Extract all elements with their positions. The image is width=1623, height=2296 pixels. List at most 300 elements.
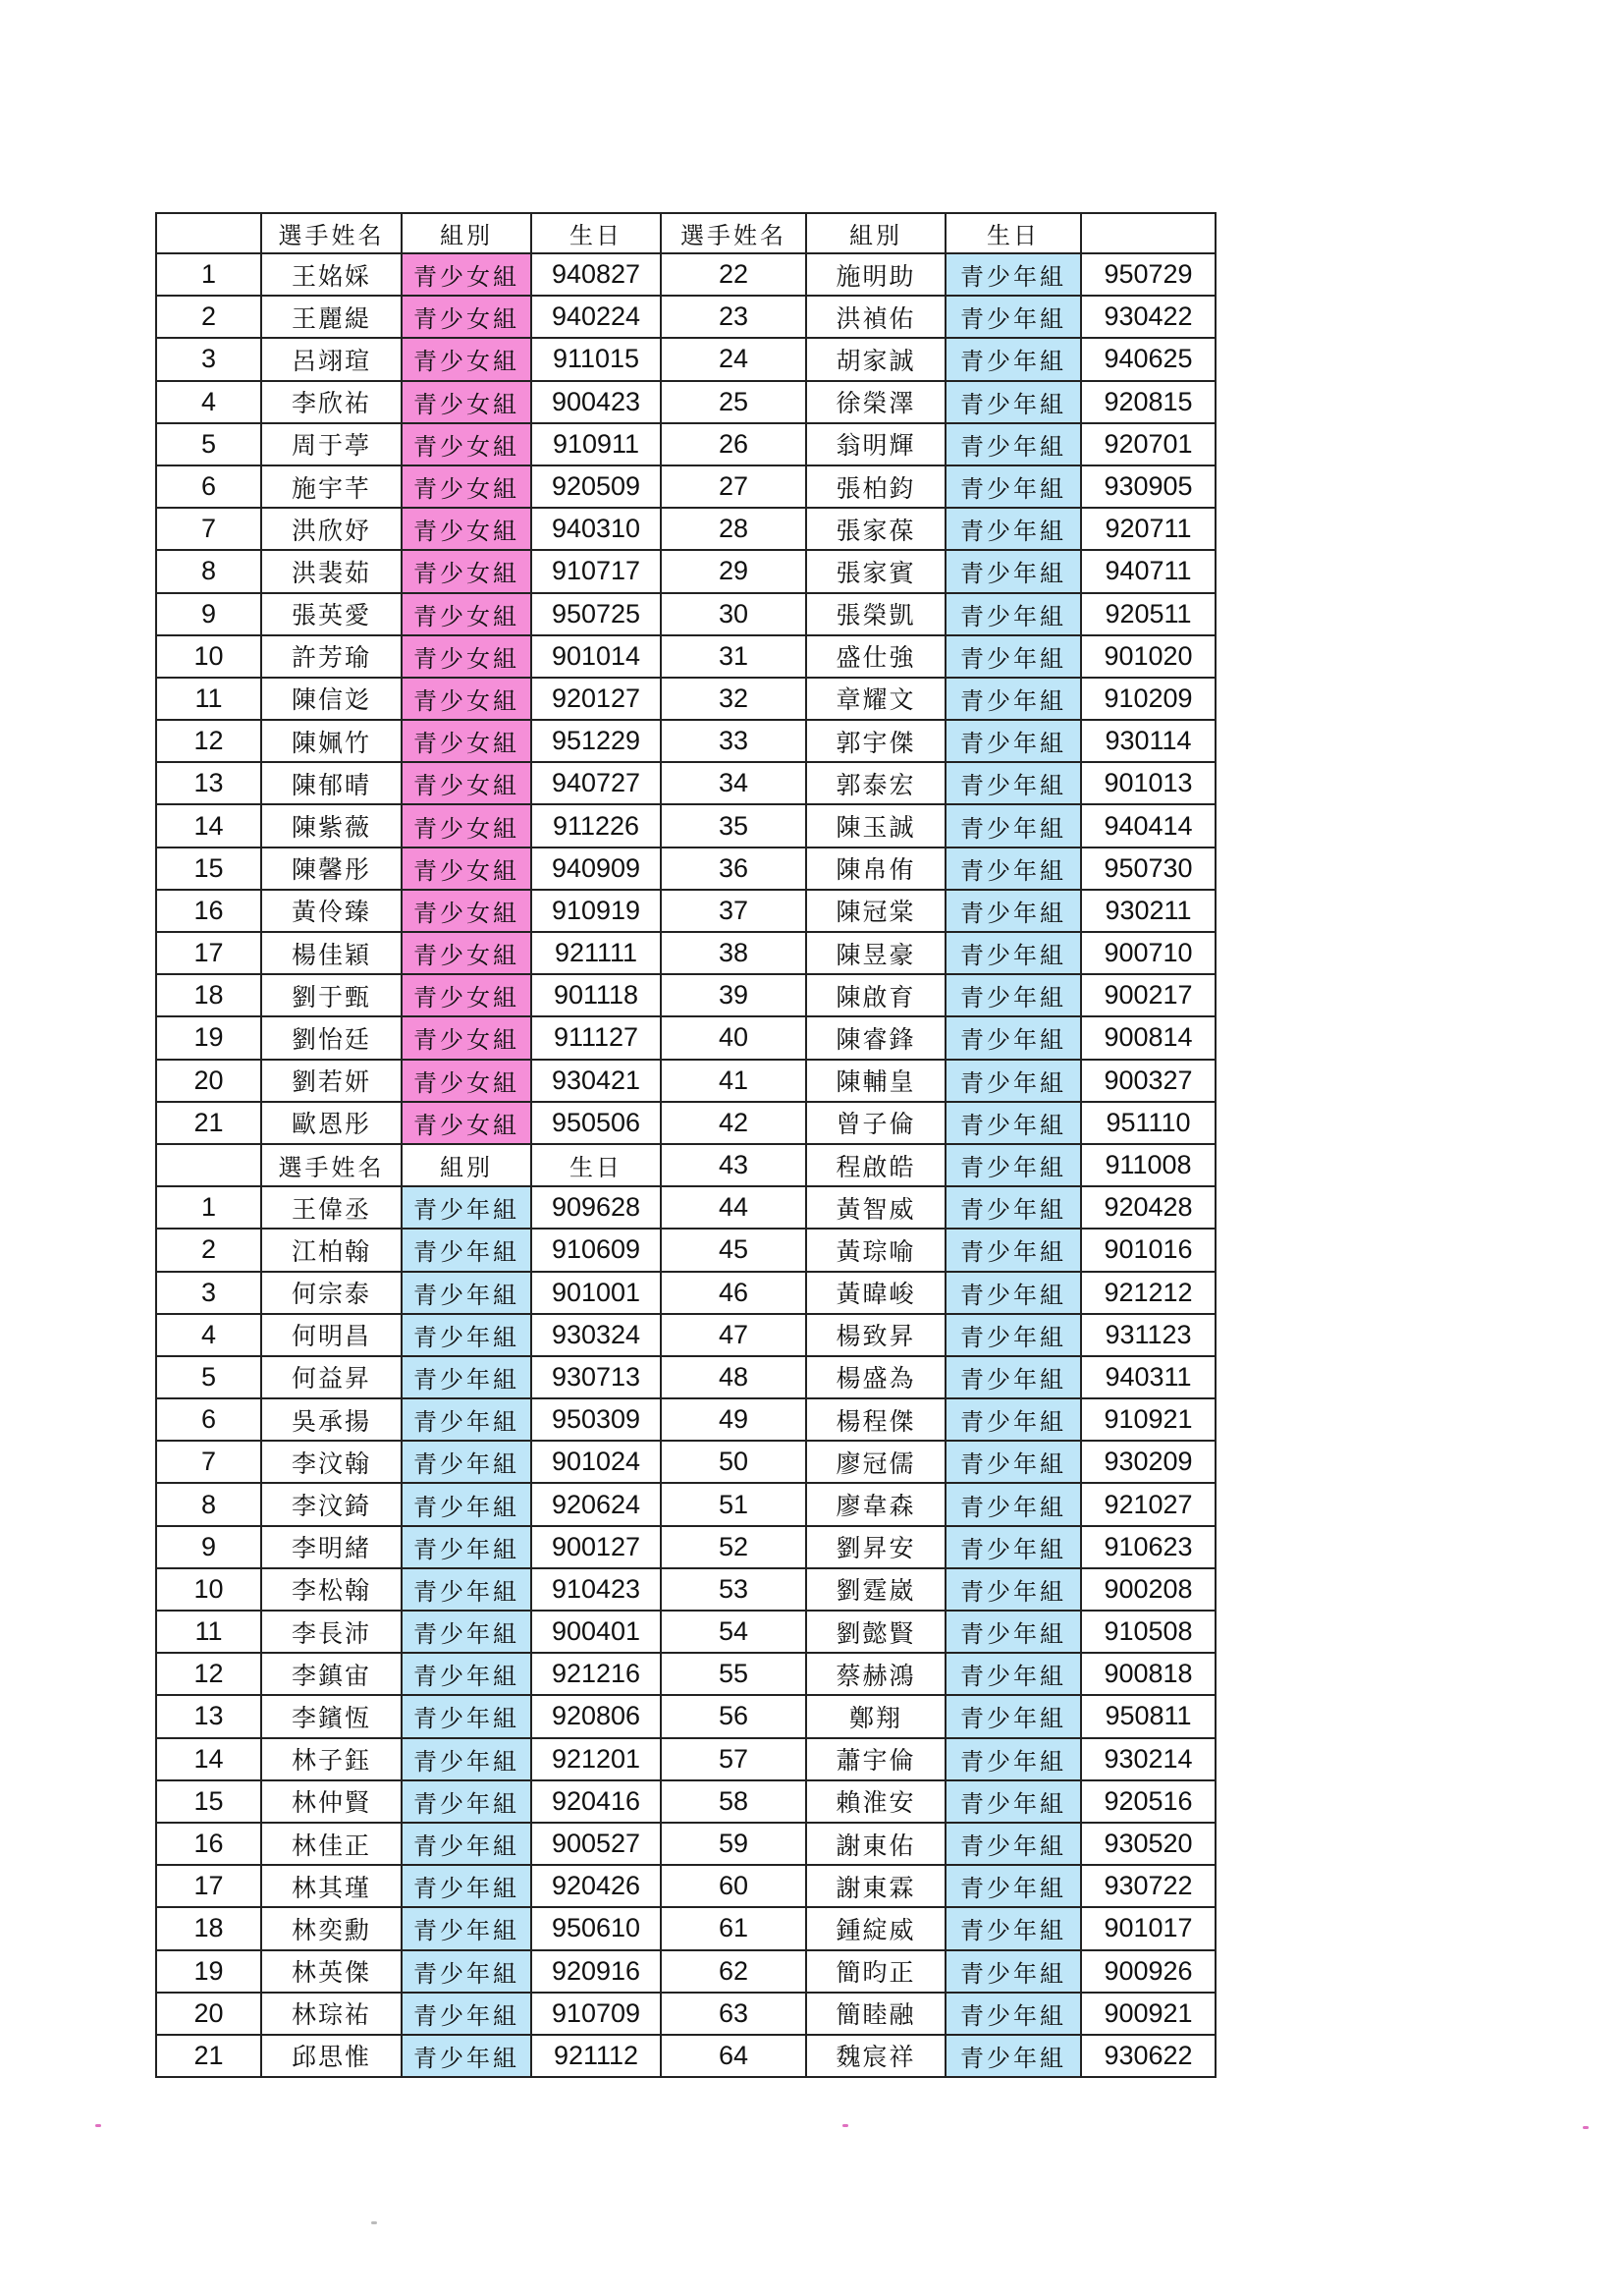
group-label: 青少女組 — [402, 381, 531, 423]
entry-number: 7 — [156, 1441, 261, 1483]
player-name: 簡昀正 — [806, 1950, 946, 1993]
entry-number: 32 — [661, 678, 806, 720]
player-name: 何益昇 — [261, 1356, 402, 1398]
player-name: 劉昇安 — [806, 1526, 946, 1568]
entry-number: 52 — [661, 1526, 806, 1568]
entry-number: 40 — [661, 1016, 806, 1059]
group-label: 青少女組 — [402, 1016, 531, 1059]
player-name: 陳姵竹 — [261, 720, 402, 762]
group-label: 青少年組 — [946, 1314, 1081, 1356]
birth-date: 940909 — [531, 847, 661, 890]
player-name: 周于葶 — [261, 423, 402, 465]
player-name: 李松翰 — [261, 1568, 402, 1611]
table-row — [156, 1568, 1216, 1611]
player-name: 吳承揚 — [261, 1398, 402, 1441]
entry-number: 33 — [661, 720, 806, 762]
group-label: 青少年組 — [946, 1738, 1081, 1780]
table-row — [156, 381, 1216, 423]
player-name: 陳紫薇 — [261, 804, 402, 847]
player-name: 鍾綻威 — [806, 1907, 946, 1949]
entry-number: 5 — [156, 423, 261, 465]
entry-number: 9 — [156, 593, 261, 635]
group-label: 青少年組 — [946, 720, 1081, 762]
entry-number: 19 — [156, 1016, 261, 1059]
player-name: 謝東佑 — [806, 1823, 946, 1865]
entry-number: 4 — [156, 1314, 261, 1356]
entry-number: 27 — [661, 465, 806, 508]
player-name: 何明昌 — [261, 1314, 402, 1356]
birth-date: 900217 — [1081, 974, 1216, 1016]
group-label: 青少年組 — [946, 593, 1081, 635]
entry-number: 17 — [156, 932, 261, 974]
group-label: 青少女組 — [402, 1102, 531, 1144]
group-label: 青少女組 — [402, 296, 531, 338]
player-name: 蔡赫鴻 — [806, 1653, 946, 1695]
birth-date: 900127 — [531, 1526, 661, 1568]
group-label: 青少年組 — [402, 1738, 531, 1780]
table-row — [156, 1483, 1216, 1525]
entry-number: 38 — [661, 932, 806, 974]
player-name: 張榮凱 — [806, 593, 946, 635]
header-name: 選手姓名 — [261, 1144, 402, 1186]
entry-number: 14 — [156, 804, 261, 847]
player-name: 李長沛 — [261, 1611, 402, 1653]
group-label: 青少年組 — [946, 1526, 1081, 1568]
entry-number: 9 — [156, 1526, 261, 1568]
table-row — [156, 1993, 1216, 2035]
group-label: 青少年組 — [946, 1272, 1081, 1314]
group-label: 青少年組 — [946, 508, 1081, 550]
birth-date: 910919 — [531, 890, 661, 932]
entry-number: 50 — [661, 1441, 806, 1483]
group-label: 青少女組 — [402, 338, 531, 380]
birth-date: 920701 — [1081, 423, 1216, 465]
player-name: 李欣祐 — [261, 381, 402, 423]
group-label: 青少年組 — [946, 1823, 1081, 1865]
birth-date: 920916 — [531, 1950, 661, 1993]
group-label: 青少女組 — [402, 678, 531, 720]
table-row — [156, 720, 1216, 762]
player-name: 鄭翔 — [806, 1695, 946, 1737]
player-name: 謝東霖 — [806, 1865, 946, 1907]
group-label: 青少年組 — [402, 1695, 531, 1737]
player-name: 劉霆崴 — [806, 1568, 946, 1611]
entry-number: 35 — [661, 804, 806, 847]
entry-number: 57 — [661, 1738, 806, 1780]
player-name: 張柏鈞 — [806, 465, 946, 508]
group-label: 青少年組 — [946, 1993, 1081, 2035]
group-label: 青少女組 — [402, 465, 531, 508]
entry-number: 36 — [661, 847, 806, 890]
player-name: 陳啟育 — [806, 974, 946, 1016]
entry-number: 51 — [661, 1483, 806, 1525]
birth-date: 950309 — [531, 1398, 661, 1441]
entry-number: 21 — [156, 2035, 261, 2077]
group-label: 青少年組 — [946, 296, 1081, 338]
group-label: 青少年組 — [402, 1441, 531, 1483]
entry-number: 12 — [156, 1653, 261, 1695]
table-row — [156, 423, 1216, 465]
birth-date: 920428 — [1081, 1186, 1216, 1229]
entry-number: 7 — [156, 508, 261, 550]
entry-number: 2 — [156, 296, 261, 338]
entry-number: 3 — [156, 338, 261, 380]
birth-date: 910911 — [531, 423, 661, 465]
table-row — [156, 847, 1216, 890]
birth-date: 910609 — [531, 1229, 661, 1271]
birth-date: 901017 — [1081, 1907, 1216, 1949]
entry-number: 59 — [661, 1823, 806, 1865]
player-name: 楊致昇 — [806, 1314, 946, 1356]
player-name: 李鑌恆 — [261, 1695, 402, 1737]
group-label: 青少年組 — [946, 1695, 1081, 1737]
entry-number: 39 — [661, 974, 806, 1016]
player-name: 林子鈺 — [261, 1738, 402, 1780]
entry-number: 48 — [661, 1356, 806, 1398]
group-label: 青少年組 — [946, 1568, 1081, 1611]
group-label: 青少年組 — [402, 1907, 531, 1949]
birth-date: 900814 — [1081, 1016, 1216, 1059]
entry-number: 47 — [661, 1314, 806, 1356]
table-row — [156, 465, 1216, 508]
player-name: 黃智威 — [806, 1186, 946, 1229]
player-name: 呂翊瑄 — [261, 338, 402, 380]
player-name: 李明緒 — [261, 1526, 402, 1568]
entry-number: 1 — [156, 1186, 261, 1229]
player-name: 林仲賢 — [261, 1780, 402, 1823]
player-name: 張英愛 — [261, 593, 402, 635]
entry-number: 46 — [661, 1272, 806, 1314]
header-group: 組別 — [402, 1144, 531, 1186]
player-name: 施明助 — [806, 253, 946, 296]
group-label: 青少年組 — [402, 1483, 531, 1525]
birth-date: 900423 — [531, 381, 661, 423]
birth-date: 940625 — [1081, 338, 1216, 380]
table-row — [156, 1229, 1216, 1271]
birth-date: 910508 — [1081, 1611, 1216, 1653]
birth-date: 940827 — [531, 253, 661, 296]
player-name: 劉于甄 — [261, 974, 402, 1016]
birth-date: 940711 — [1081, 550, 1216, 592]
entry-number: 3 — [156, 1272, 261, 1314]
entry-number: 15 — [156, 847, 261, 890]
group-label: 青少年組 — [402, 1611, 531, 1653]
group-label: 青少女組 — [402, 593, 531, 635]
player-name: 陳輔皇 — [806, 1060, 946, 1102]
scan-speck — [1583, 2126, 1589, 2129]
player-name: 歐恩彤 — [261, 1102, 402, 1144]
player-name: 郭宇傑 — [806, 720, 946, 762]
table-row — [156, 890, 1216, 932]
table-row — [156, 1611, 1216, 1653]
table-row — [156, 1823, 1216, 1865]
player-name: 廖韋森 — [806, 1483, 946, 1525]
entry-number: 21 — [156, 1102, 261, 1144]
table-row — [156, 550, 1216, 592]
birth-date: 900710 — [1081, 932, 1216, 974]
header-group: 組別 — [402, 213, 531, 253]
table-row — [156, 635, 1216, 678]
player-name: 楊盛為 — [806, 1356, 946, 1398]
birth-date: 910209 — [1081, 678, 1216, 720]
group-label: 青少女組 — [402, 762, 531, 804]
birth-date: 921112 — [531, 2035, 661, 2077]
header-name: 選手姓名 — [261, 213, 402, 253]
header-blank — [1081, 213, 1216, 253]
birth-date: 920711 — [1081, 508, 1216, 550]
group-label: 青少女組 — [402, 974, 531, 1016]
birth-date: 950506 — [531, 1102, 661, 1144]
birth-date: 950610 — [531, 1907, 661, 1949]
birth-date: 900327 — [1081, 1060, 1216, 1102]
group-label: 青少年組 — [946, 1653, 1081, 1695]
birth-date: 921212 — [1081, 1272, 1216, 1314]
entry-number: 37 — [661, 890, 806, 932]
player-name: 邱思惟 — [261, 2035, 402, 2077]
birth-date: 940224 — [531, 296, 661, 338]
group-label: 青少女組 — [402, 932, 531, 974]
entry-number: 45 — [661, 1229, 806, 1271]
group-label: 青少年組 — [946, 932, 1081, 974]
table-row — [156, 1314, 1216, 1356]
birth-date: 950811 — [1081, 1695, 1216, 1737]
birth-date: 951110 — [1081, 1102, 1216, 1144]
birth-date: 951229 — [531, 720, 661, 762]
entry-number: 10 — [156, 1568, 261, 1611]
player-name: 洪裴茹 — [261, 550, 402, 592]
group-label: 青少女組 — [402, 847, 531, 890]
player-name: 洪欣妤 — [261, 508, 402, 550]
group-label: 青少女組 — [402, 1060, 531, 1102]
entry-number: 63 — [661, 1993, 806, 2035]
table-row — [156, 1272, 1216, 1314]
table-row — [156, 1016, 1216, 1059]
birth-date: 920624 — [531, 1483, 661, 1525]
player-name: 徐榮澤 — [806, 381, 946, 423]
birth-date: 900921 — [1081, 1993, 1216, 2035]
player-name: 黃琮喻 — [806, 1229, 946, 1271]
birth-date: 910623 — [1081, 1526, 1216, 1568]
group-label: 青少年組 — [946, 974, 1081, 1016]
group-label: 青少年組 — [402, 2035, 531, 2077]
player-name: 廖冠儒 — [806, 1441, 946, 1483]
scan-speck — [842, 2124, 848, 2127]
birth-date: 950730 — [1081, 847, 1216, 890]
player-name: 劉若妍 — [261, 1060, 402, 1102]
group-label: 青少年組 — [946, 338, 1081, 380]
birth-date: 921201 — [531, 1738, 661, 1780]
player-name: 黃伶臻 — [261, 890, 402, 932]
birth-date: 930209 — [1081, 1441, 1216, 1483]
birth-date: 920815 — [1081, 381, 1216, 423]
group-label: 青少年組 — [946, 1186, 1081, 1229]
player-name: 郭泰宏 — [806, 762, 946, 804]
group-label: 青少年組 — [402, 1993, 531, 2035]
birth-date: 901024 — [531, 1441, 661, 1483]
table-row — [156, 1653, 1216, 1695]
table-row — [156, 593, 1216, 635]
entry-number: 23 — [661, 296, 806, 338]
entry-number: 26 — [661, 423, 806, 465]
table-row — [156, 932, 1216, 974]
entry-number: 13 — [156, 762, 261, 804]
header-birth: 生日 — [531, 213, 661, 253]
table-row — [156, 1441, 1216, 1483]
group-label: 青少年組 — [946, 1229, 1081, 1271]
group-label: 青少年組 — [946, 550, 1081, 592]
entry-number: 28 — [661, 508, 806, 550]
birth-date: 930520 — [1081, 1823, 1216, 1865]
entry-number: 60 — [661, 1865, 806, 1907]
birth-date: 940311 — [1081, 1356, 1216, 1398]
birth-date: 921111 — [531, 932, 661, 974]
birth-date: 920509 — [531, 465, 661, 508]
group-label: 青少年組 — [946, 1398, 1081, 1441]
birth-date: 900926 — [1081, 1950, 1216, 1993]
player-name: 洪禎佑 — [806, 296, 946, 338]
entry-number: 20 — [156, 1060, 261, 1102]
birth-date: 930422 — [1081, 296, 1216, 338]
player-name: 魏宸祥 — [806, 2035, 946, 2077]
player-name: 王偉丞 — [261, 1186, 402, 1229]
birth-date: 901118 — [531, 974, 661, 1016]
group-label: 青少女組 — [402, 720, 531, 762]
table-row — [156, 1780, 1216, 1823]
entry-number: 6 — [156, 465, 261, 508]
entry-number: 55 — [661, 1653, 806, 1695]
header-number — [156, 213, 261, 253]
birth-date: 950725 — [531, 593, 661, 635]
birth-date: 950729 — [1081, 253, 1216, 296]
entry-number: 43 — [661, 1144, 806, 1186]
birth-date: 920511 — [1081, 593, 1216, 635]
table-row — [156, 508, 1216, 550]
group-label: 青少年組 — [946, 1865, 1081, 1907]
table-row — [156, 804, 1216, 847]
entry-number: 22 — [661, 253, 806, 296]
player-name: 蕭宇倫 — [806, 1738, 946, 1780]
birth-date: 920516 — [1081, 1780, 1216, 1823]
player-name: 李鎮宙 — [261, 1653, 402, 1695]
entry-number: 41 — [661, 1060, 806, 1102]
birth-date: 930211 — [1081, 890, 1216, 932]
entry-number: 61 — [661, 1907, 806, 1949]
entry-number: 5 — [156, 1356, 261, 1398]
group-label: 青少年組 — [946, 1060, 1081, 1102]
group-label: 青少年組 — [402, 1272, 531, 1314]
birth-date: 921027 — [1081, 1483, 1216, 1525]
birth-date: 901016 — [1081, 1229, 1216, 1271]
birth-date: 920127 — [531, 678, 661, 720]
birth-date: 921216 — [531, 1653, 661, 1695]
birth-date: 911226 — [531, 804, 661, 847]
group-label: 青少年組 — [946, 423, 1081, 465]
birth-date: 911015 — [531, 338, 661, 380]
birth-date: 930114 — [1081, 720, 1216, 762]
group-label: 青少女組 — [402, 635, 531, 678]
entry-number: 13 — [156, 1695, 261, 1737]
entry-number: 19 — [156, 1950, 261, 1993]
player-name: 林奕勳 — [261, 1907, 402, 1949]
entry-number: 11 — [156, 678, 261, 720]
header-number — [156, 1144, 261, 1186]
birth-date: 909628 — [531, 1186, 661, 1229]
group-label: 青少年組 — [946, 1356, 1081, 1398]
group-label: 青少女組 — [402, 253, 531, 296]
player-name: 盛仕強 — [806, 635, 946, 678]
group-label: 青少年組 — [402, 1823, 531, 1865]
birth-date: 901013 — [1081, 762, 1216, 804]
entry-number: 16 — [156, 890, 261, 932]
entry-number: 25 — [661, 381, 806, 423]
birth-date: 911127 — [531, 1016, 661, 1059]
table-row — [156, 1950, 1216, 1993]
table-row — [156, 1865, 1216, 1907]
entry-number: 8 — [156, 550, 261, 592]
entry-number: 2 — [156, 1229, 261, 1271]
birth-date: 900527 — [531, 1823, 661, 1865]
scan-speck — [371, 2221, 377, 2224]
birth-date: 930713 — [531, 1356, 661, 1398]
player-name: 林英傑 — [261, 1950, 402, 1993]
table-row — [156, 1907, 1216, 1949]
player-name: 黃暐峻 — [806, 1272, 946, 1314]
scan-speck — [95, 2124, 101, 2127]
player-name: 程啟皓 — [806, 1144, 946, 1186]
player-name: 胡家誠 — [806, 338, 946, 380]
birth-date: 911008 — [1081, 1144, 1216, 1186]
player-name: 施宇芊 — [261, 465, 402, 508]
player-name: 陳馨彤 — [261, 847, 402, 890]
table-row — [156, 1102, 1216, 1144]
entry-number: 18 — [156, 974, 261, 1016]
player-name: 何宗泰 — [261, 1272, 402, 1314]
group-label: 青少年組 — [946, 1950, 1081, 1993]
group-label: 青少年組 — [946, 1016, 1081, 1059]
birth-date: 930622 — [1081, 2035, 1216, 2077]
group-label: 青少年組 — [946, 1611, 1081, 1653]
table-row — [156, 678, 1216, 720]
player-name: 王麗緹 — [261, 296, 402, 338]
entry-number: 53 — [661, 1568, 806, 1611]
player-name: 李汶錡 — [261, 1483, 402, 1525]
group-label: 青少年組 — [946, 804, 1081, 847]
birth-date: 930722 — [1081, 1865, 1216, 1907]
group-label: 青少年組 — [402, 1780, 531, 1823]
player-name: 楊佳穎 — [261, 932, 402, 974]
header-row — [156, 213, 1216, 253]
entry-number: 31 — [661, 635, 806, 678]
player-name: 章耀文 — [806, 678, 946, 720]
birth-date: 910717 — [531, 550, 661, 592]
group-label: 青少年組 — [402, 1568, 531, 1611]
entry-number: 24 — [661, 338, 806, 380]
table-row — [156, 1526, 1216, 1568]
entry-number: 54 — [661, 1611, 806, 1653]
header-name: 選手姓名 — [661, 213, 806, 253]
table-row — [156, 1144, 1216, 1186]
birth-date: 940414 — [1081, 804, 1216, 847]
birth-date: 901020 — [1081, 635, 1216, 678]
player-name: 林其瑾 — [261, 1865, 402, 1907]
table-row — [156, 1695, 1216, 1737]
entry-number: 16 — [156, 1823, 261, 1865]
player-name: 簡睦融 — [806, 1993, 946, 2035]
entry-number: 58 — [661, 1780, 806, 1823]
birth-date: 920426 — [531, 1865, 661, 1907]
entry-number: 30 — [661, 593, 806, 635]
group-label: 青少女組 — [402, 423, 531, 465]
